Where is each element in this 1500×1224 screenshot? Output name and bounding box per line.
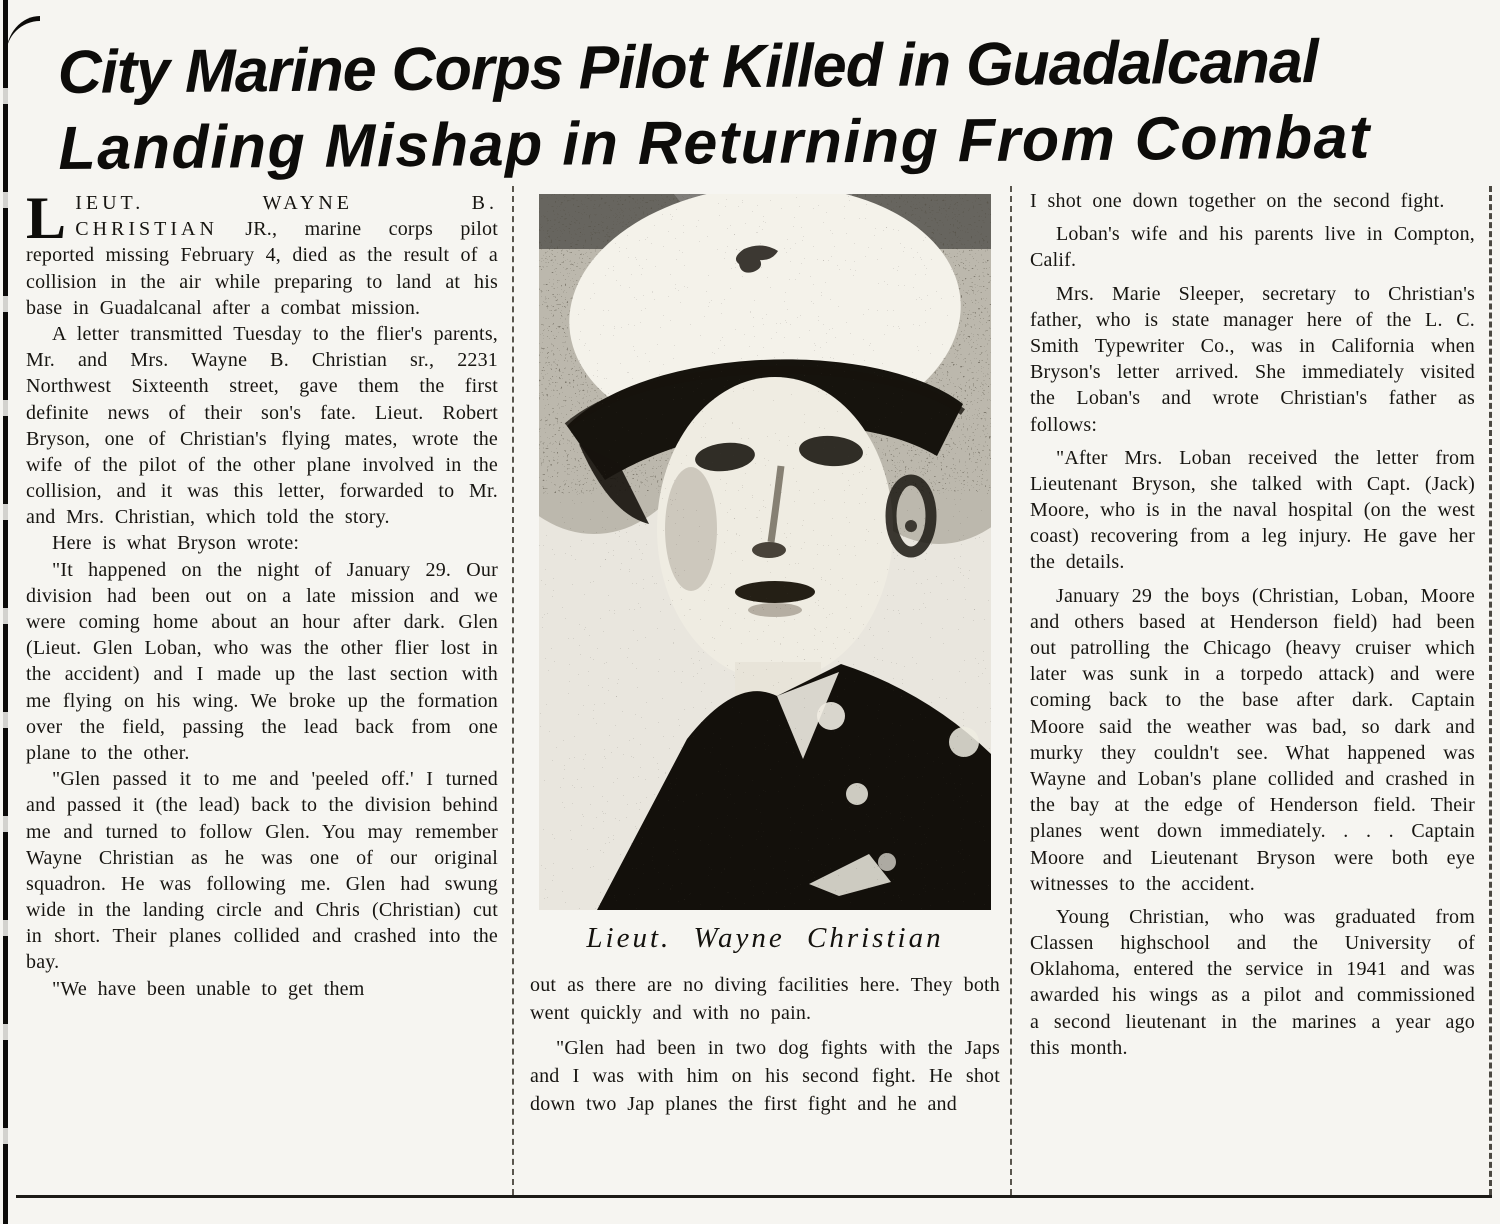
paragraph: "Glen passed it to me and 'peeled off.' I turned and passed it (the lead) back to the division behind me and turned to follow Glen. You may remember Wayne Christian as he was one of our original squadron. He was following me. Glen had swung wide in the landing circle and Chris (Christian) cut in short. Their planes collided and crashed into the bay. [26,768,498,974]
column-right [1012,186,1492,1195]
headline [0,0,1500,187]
halftone-portrait-image [539,194,991,910]
paragraph: "After Mrs. Loban received the letter from Lieutenant Bryson, she talked with Capt. (Jack) Moore, who is in the naval hospital (on the west coast) recovering from a leg injury. He gave her the details. [1030,446,1475,574]
paragraph: I shot one down together on the second fight. [1030,190,1445,212]
lead-paragraph-text: JR., marine corps pilot reported missing February 4, died as the result of a collision in the air while preparing to land at his base in Guadalcanal after a combat mission. [26,218,499,319]
headline-line-2: Landing Mishap in Returning From Combat [58,102,1372,183]
photo-caption: Lieut. Wayne Christian [586,922,944,954]
paragraph: Young Christian, who was graduated from Classen highschool and the University of Oklahoma, entered the service in 1941 and was awarded his wings as a pilot and commissioned a second lieutenant in the marines a year ago this month. [1030,905,1475,1059]
paragraph: Mrs. Marie Sleeper, secretary to Christian's father, who is state manager here of the L. C. Smith Typewriter Co., was in California when Bryson's letter arrived. She immediately visited the Loban's and wrote Christian's father as follows: [1030,282,1475,436]
drop-cap: L [26,186,67,251]
paragraph: out as there are no diving facilities here. They both went quickly and with no pain. [530,974,1000,1024]
portrait-photo [539,194,991,910]
paragraph: "We have been unable to get them [52,977,365,1000]
headline-line-1: City Marine Corps Pilot Killed in Guadalcanal [57,27,1319,107]
paragraph: "Glen had been in two dog fights with the Japs and I was with him on his second fight. He shot down two Jap planes the first fight and he and [530,1037,1000,1115]
paragraph: A letter transmitted Tuesday to the flier's parents, Mr. and Mrs. Wayne B. Christian sr., 2231 Northwest Sixteenth street, gave them the first definite news of their son's fate. Lieut. Robert Bryson, one of Christian's flying mates, wrote the wife of the pilot of the other plane involved in the collision, and it was this letter, forwarded to Mr. and Mrs. Christian, which told the story. [26,322,498,529]
column-left [16,186,512,1195]
column-middle [512,186,1012,1195]
article-body [16,186,1492,1198]
lead-in-caps: IEUT. WAYNE B. CHRISTIAN [75,192,498,241]
paragraph: Here is what Bryson wrote: [52,532,300,555]
paragraph: January 29 the boys (Christian, Loban, Moore and others based at Henderson field) had been out patrolling the Chicago (heavy cruiser which later was sunk in a torpedo attack) and were coming back to the base after dark. Captain Moore said the weather was bad, so dark and murky they couldn't see. What happened was Wayne and Loban's plane collided and crashed in the bay at the edge of Henderson field. Their planes went down immediately. . . . Captain Moore and Lieutenant Bryson were both eye witnesses to the accident. [1030,584,1475,895]
paragraph-lead [26,186,499,321]
paragraph: Loban's wife and his parents live in Compton, Calif. [1030,223,1475,272]
paragraph: "It happened on the night of January 29. Our division had been out on a late mission and we were coming home about an hour after dark. Glen (Lieut. Glen Loban, who was the other flier lost in the accident) and I made up the last section with me flying on his wing. We broke up the formation over the field, passing the lead back from one plane to the other. [26,558,498,764]
